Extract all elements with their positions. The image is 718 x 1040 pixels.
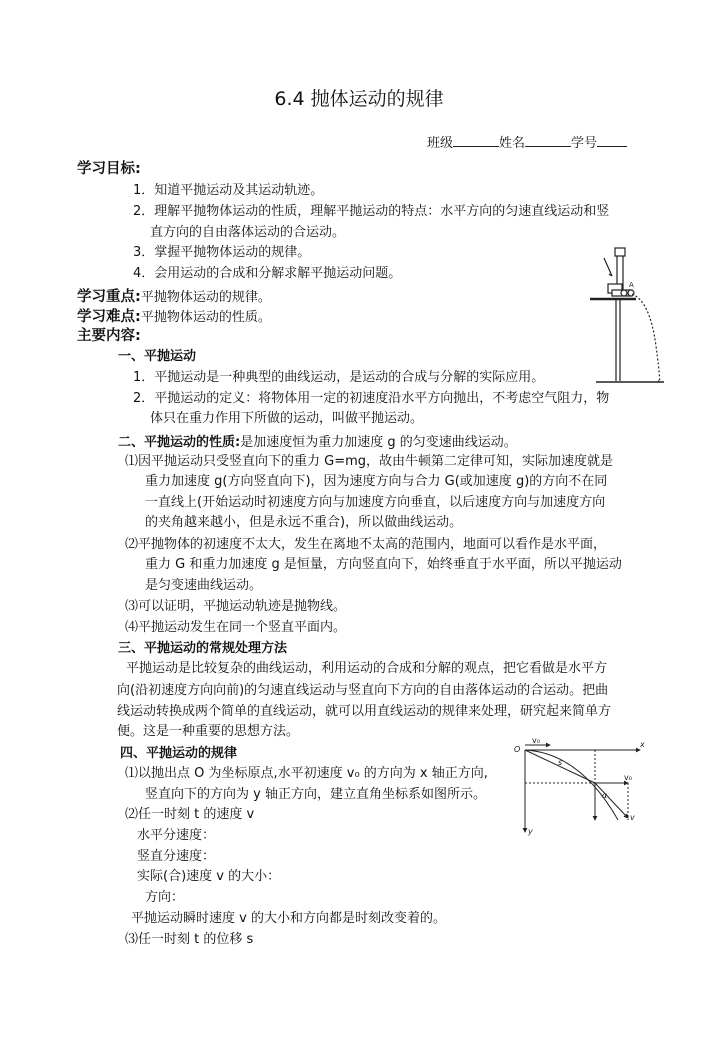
- section4-line: ⑵任一时刻 t 的速度 v: [125, 807, 255, 822]
- section2-heading-line: [118, 431, 517, 453]
- section2-line: 重力 G 和重力加速度 g 是恒量，方向竖直向下，始终垂直于水平面，所以平抛运动: [145, 557, 622, 572]
- difficulty: [77, 306, 271, 328]
- section4-line: 平抛运动瞬时速度 v 的大小和方向都是时刻改变着的。: [131, 911, 446, 926]
- name-label: 姓名: [499, 136, 526, 151]
- section4-line: 水平分速度：: [137, 828, 216, 843]
- difficulty-text: 平抛物体运动的性质。: [140, 310, 271, 325]
- section2-line: ⑶可以证明，平抛运动轨迹是抛物线。: [125, 599, 347, 614]
- section3-line: 向(沿初速度方向向前)的匀速直线运动与竖直向下方向的自由落体运动的合运动。把曲: [117, 683, 609, 698]
- section3-line: 线运动转换成两个简单的直线运动，就可以用直线运动的规律来处理，研究起来简单方: [117, 704, 612, 719]
- section2-heading-rest: 是加速度恒为重力加速度 g 的匀变速曲线运动。: [240, 435, 517, 450]
- launcher-figure: [590, 246, 670, 386]
- label-v0: v₀: [532, 738, 540, 745]
- section4-line: 竖直向下的方向为 y 轴正方向，建立直角坐标系如图所示。: [145, 787, 486, 802]
- goal-item: 1．知道平抛运动及其运动轨迹。: [133, 183, 324, 198]
- key-point: [77, 286, 271, 308]
- section3-line: 便。这是一种重要的思想方法。: [117, 724, 300, 739]
- section2-line: 的夹角越来越小，但是永远不重合)，所以做曲线运动。: [145, 515, 463, 530]
- difficulty-label: 学习难点:: [77, 309, 141, 325]
- goals-heading: 学习目标:: [77, 161, 141, 177]
- goal-item: 直方向的自由落体运动的合运动。: [150, 225, 346, 240]
- label-o: O: [514, 745, 521, 754]
- label-v0-point: v₀: [624, 773, 632, 782]
- section2-line: 一直线上(开始运动时初速度方向与加速度方向垂直，以后速度方向与加速度方向: [145, 495, 606, 510]
- header-fields: [427, 132, 627, 154]
- section3-line: 平抛运动是比较复杂的曲线运动，利用运动的合成和分解的观点，把它看做是水平方: [126, 661, 608, 676]
- goal-item: 3．掌握平抛物体运动的规律。: [133, 245, 311, 260]
- label-x: x: [640, 740, 645, 749]
- label-alpha: α: [602, 791, 608, 800]
- goal-item: 4．会用运动的合成和分解求解平抛运动问题。: [133, 266, 402, 281]
- section2-line: ⑵平抛物体的初速度不太大，发生在离地不太高的范围内，地面可以看作是水平面，: [125, 537, 607, 552]
- section2-line: 是匀变速曲线运动。: [145, 578, 263, 593]
- class-label: 班级: [427, 136, 454, 151]
- section3-heading: 三、平抛运动的常规处理方法: [118, 641, 288, 656]
- section1-heading: 一、平抛运动: [118, 349, 197, 364]
- section2-line: 重力加速度 g(方向竖直向下)，因为速度方向与合力 G(或加速度 g)的方向不在同: [145, 474, 608, 489]
- id-label: 学号: [571, 136, 598, 151]
- goal-item: 2．理解平抛物体运动的性质，理解平抛运动的特点：水平方向的匀速直线运动和竖: [133, 204, 610, 219]
- section4-line: ⑶任一时刻 t 的位移 s: [125, 932, 254, 947]
- id-blank[interactable]: [597, 132, 627, 147]
- section1-line: 2．平抛运动的定义：将物体用一定的初速度沿水平方向抛出，不考虑空气阻力，物: [133, 391, 610, 406]
- section4-line: 实际(合)速度 v 的大小：: [137, 869, 281, 884]
- section2-heading: 二、平抛运动的性质:: [118, 435, 241, 450]
- main-content-heading: 主要内容:: [77, 328, 141, 344]
- section4-line: 方向：: [145, 890, 185, 905]
- section4-line: ⑴以抛出点 O 为坐标原点,水平初速度 v₀ 的方向为 x 轴正方向,: [125, 766, 488, 781]
- coordinate-figure: [510, 738, 650, 838]
- section1-line: 体只在重力作用下所做的运动，叫做平抛运动。: [150, 411, 424, 426]
- class-blank[interactable]: [453, 132, 499, 147]
- label-a: A: [629, 281, 634, 289]
- section2-line: ⑴因平抛运动只受竖直向下的重力 G=mg，故由牛顿第二定律可知，实际加速度就是: [125, 454, 614, 469]
- section1-line: 1．平抛运动是一种典型的曲线运动，是运动的合成与分解的实际应用。: [133, 370, 545, 385]
- label-y: y: [528, 827, 533, 836]
- label-v: v: [630, 813, 635, 822]
- key-point-label: 学习重点:: [77, 289, 141, 305]
- section2-line: ⑷平抛运动发生在同一个竖直平面内。: [125, 620, 347, 635]
- key-point-text: 平抛物体运动的规律。: [140, 290, 271, 305]
- name-blank[interactable]: [525, 132, 571, 147]
- label-s: s: [558, 758, 563, 767]
- section4-heading: 四、平抛运动的规律: [120, 746, 238, 761]
- page-title: 6.4 抛体运动的规律: [274, 88, 444, 110]
- section4-line: 竖直分速度：: [137, 849, 216, 864]
